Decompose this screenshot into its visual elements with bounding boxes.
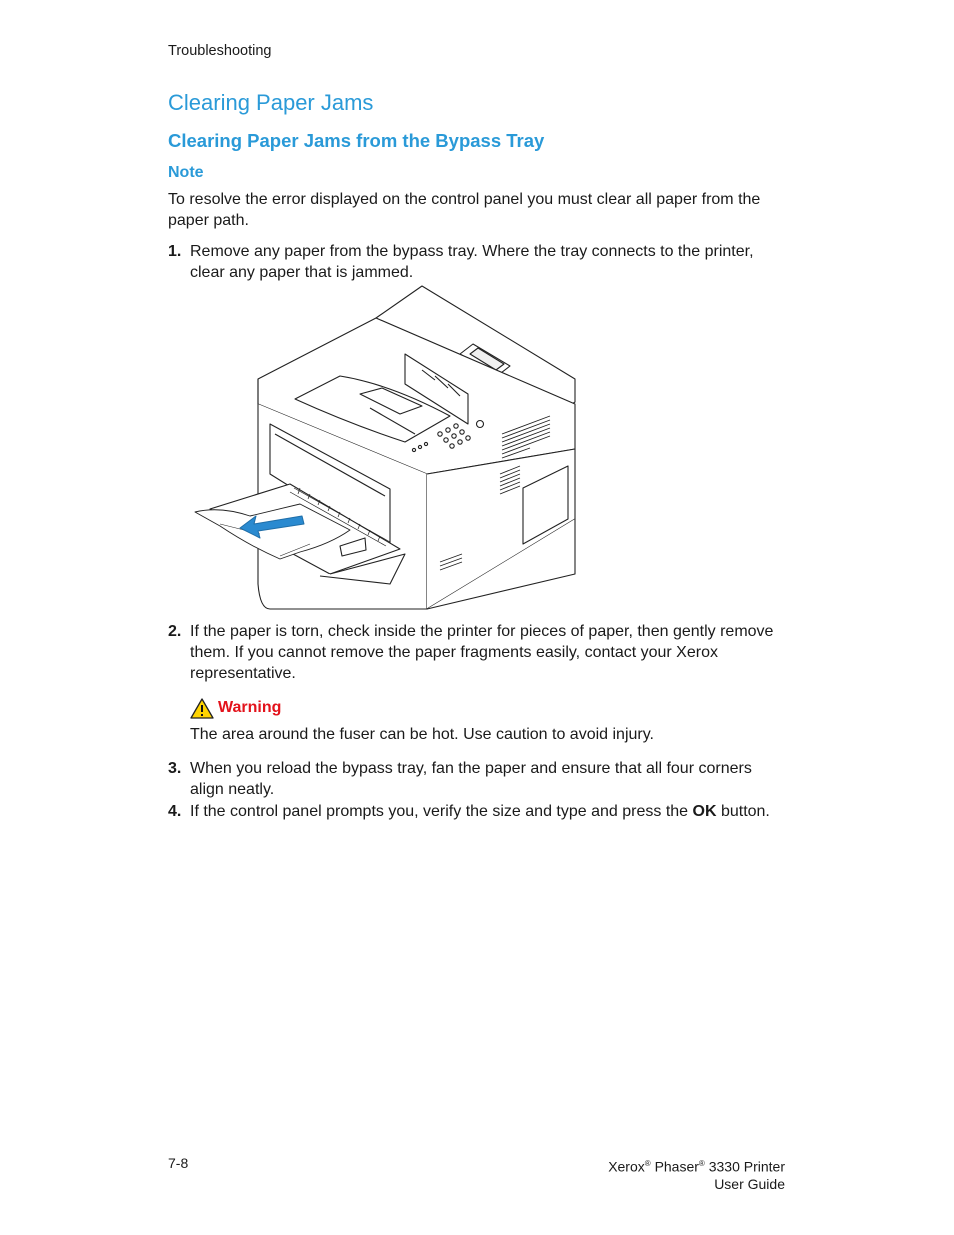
doc-name: User Guide <box>714 1175 785 1192</box>
note-label: Note <box>168 164 204 181</box>
running-header: Troubleshooting <box>168 43 272 59</box>
warning-triangle-icon <box>190 698 214 719</box>
model-name: 3330 Printer <box>708 1158 785 1175</box>
page-title: Clearing Paper Jams <box>168 90 374 115</box>
step-text-part: If the control panel prompts you, verify the size and type and press the <box>190 803 693 820</box>
step-text: If the paper is torn, check inside the printer for pieces of paper, then gently remove them. If you cannot remove the paper fragments easily, contact your Xerox representative. <box>190 623 774 682</box>
step-text <box>190 801 810 822</box>
step-text: Remove any paper from the bypass tray. Where the tray connects to the printer, clear any paper that is jammed. <box>190 243 754 281</box>
footer-product <box>608 1155 785 1193</box>
registered-mark: ® <box>698 1159 705 1168</box>
step-text-part: button. <box>716 803 770 820</box>
step-number: 3. <box>168 760 182 777</box>
brand-name: Xerox <box>608 1158 645 1175</box>
warning-text: The area around the fuser can be hot. Use caution to avoid injury. <box>190 726 654 743</box>
section-title: Clearing Paper Jams from the Bypass Tray <box>168 130 545 151</box>
note-text: To resolve the error displayed on the control panel you must clear all paper from the paper path. <box>168 191 761 229</box>
page-number: 7-8 <box>168 1155 189 1171</box>
step-number: 2. <box>168 623 182 640</box>
ok-button-label: OK <box>692 803 717 820</box>
product-name: Phaser <box>654 1158 699 1175</box>
printer-illustration <box>190 284 582 612</box>
step-number: 1. <box>168 243 182 260</box>
step-number: 4. <box>168 803 182 820</box>
warning-heading <box>190 696 281 720</box>
registered-mark: ® <box>644 1159 651 1168</box>
warning-label: Warning <box>218 699 282 716</box>
step-text: When you reload the bypass tray, fan the paper and ensure that all four corners align neatly. <box>190 760 752 798</box>
